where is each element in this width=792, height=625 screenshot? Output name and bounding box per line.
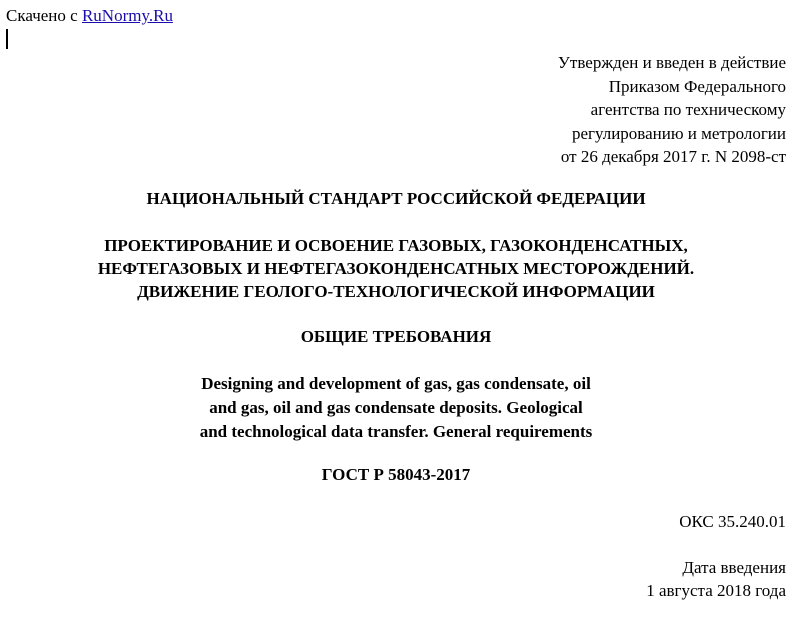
gost-number: ГОСТ Р 58043-2017 bbox=[321, 465, 471, 484]
english-title bbox=[0, 372, 792, 444]
document-title-line: НЕФТЕГАЗОВЫХ И НЕФТЕГАЗОКОНДЕНСАТНЫХ МЕСТОРОЖДЕНИЙ. bbox=[97, 259, 695, 278]
approval-line: агентства по техническому bbox=[590, 100, 786, 119]
english-title-line: and gas, oil and gas condensate deposits. Geological bbox=[209, 398, 583, 417]
text-cursor bbox=[6, 29, 8, 49]
english-title-line: and technological data transfer. General requirements bbox=[199, 422, 593, 441]
source-line bbox=[6, 6, 173, 26]
approval-line: Утвержден и введен в действие bbox=[557, 53, 786, 72]
english-title-line: Designing and development of gas, gas condensate, oil bbox=[201, 374, 591, 393]
document-title bbox=[0, 234, 792, 303]
approval-line: регулированию и метрологии bbox=[571, 123, 786, 143]
source-link[interactable]: RuNormy.Ru bbox=[81, 6, 173, 25]
document-title-line: ПРОЕКТИРОВАНИЕ И ОСВОЕНИЕ ГАЗОВЫХ, ГАЗОКОНДЕНСАТНЫХ, bbox=[104, 236, 688, 255]
approval-line: от 26 декабря 2017 г. N 2098-ст bbox=[560, 147, 786, 166]
approval-line: Приказом Федерального bbox=[608, 76, 786, 96]
document-subtitle: ОБЩИЕ ТРЕБОВАНИЯ bbox=[300, 327, 492, 346]
oks-code: ОКС 35.240.01 bbox=[679, 512, 786, 531]
source-prefix: Скачено с bbox=[6, 6, 78, 25]
introduction-date-block bbox=[646, 556, 786, 602]
introduction-label: Дата введения bbox=[682, 558, 786, 577]
document-title-line: ДВИЖЕНИЕ ГЕОЛОГО-ТЕХНОЛОГИЧЕСКОЙ ИНФОРМАЦИИ bbox=[137, 282, 655, 301]
national-standard-heading: НАЦИОНАЛЬНЫЙ СТАНДАРТ РОССИЙСКОЙ ФЕДЕРАЦИИ bbox=[146, 189, 646, 208]
approval-block bbox=[558, 51, 786, 169]
introduction-date: 1 августа 2018 года bbox=[646, 581, 786, 600]
